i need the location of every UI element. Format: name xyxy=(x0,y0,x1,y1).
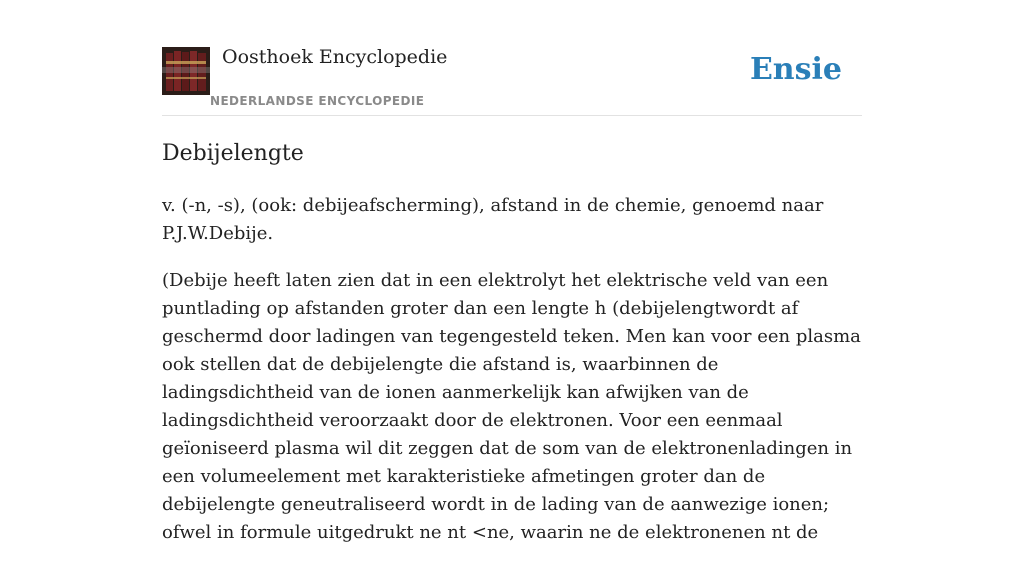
entry-paragraph: v. (-n, -s), (ook: debijeafscherming), afstand in de chemie, genoemd naar P.J.W.Debije. xyxy=(162,195,824,244)
page-container xyxy=(162,0,862,543)
entry-body xyxy=(162,192,862,566)
books-illustration xyxy=(162,47,210,95)
entry-title: Debijelengte xyxy=(162,141,304,166)
brand-logo[interactable]: Ensie xyxy=(749,52,842,87)
site-header xyxy=(162,0,862,116)
site-title[interactable]: Oosthoek Encyclopedie xyxy=(222,46,448,68)
entry-paragraph: (Debije heeft laten zien dat in een elektrolyt het elektrische veld van een puntlading op afstanden groter dan een lengte h (debijelengtwordt af geschermd door ladingen van tegengesteld teken. Men kan voor een plasma ook stellen dat de debijelengte die afstand is, waarbinnen de ladingsdichtheid van de ionen aanmerkelijk kan afwijken van de ladingsdichtheid veroorzaakt door de elektronen. Voor een eenmaal geïoniseerd plasma wil dit zeggen dat de som van de elektronenladingen in een volumeelement met karakteristieke afmetingen groter dan de debijelengte geneutraliseerd wordt in de lading van de aanwezige ionen; ofwel in formule uitgedrukt ne nt <ne, waarin ne de elektronenen nt de xyxy=(162,270,861,543)
encyclopedia-books-icon[interactable] xyxy=(162,47,210,95)
site-subtitle: NEDERLANDSE ENCYCLOPEDIE xyxy=(210,94,425,108)
